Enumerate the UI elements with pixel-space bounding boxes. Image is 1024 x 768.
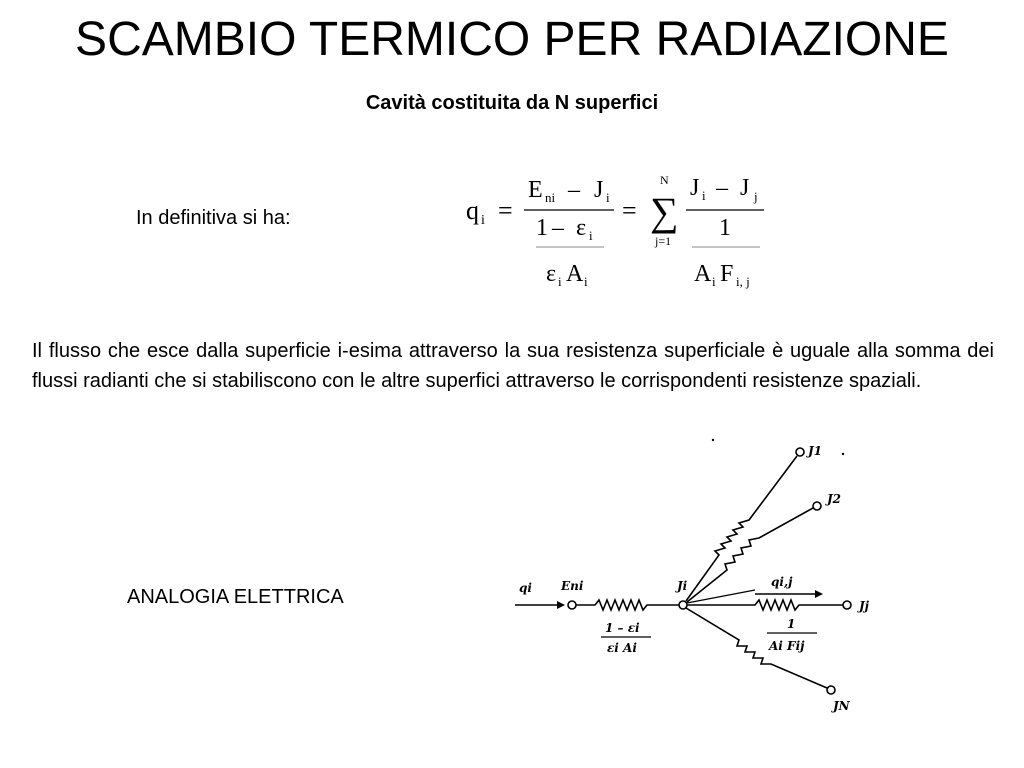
formula-num1-E-sub: ni bbox=[545, 190, 556, 205]
formula-den1-eps: ε bbox=[576, 215, 587, 241]
formula-eq-1: = bbox=[498, 196, 513, 225]
formula-num2-J2: J bbox=[740, 175, 750, 201]
intro-text: In definitiva si ha: bbox=[136, 207, 291, 229]
circuit-J-node-label: Ji bbox=[677, 579, 688, 593]
formula-sum-symbol: ∑ bbox=[650, 189, 679, 234]
formula-num2-minus: – bbox=[716, 175, 728, 201]
circuit-E-node bbox=[568, 601, 576, 609]
formula-den1-bot-A-sub: i bbox=[584, 274, 588, 289]
formula-lhs-sub: i bbox=[481, 213, 485, 228]
circuit-surface-res-num: 1 – εi bbox=[605, 621, 640, 635]
circuit-space-res-num: 1 bbox=[787, 617, 796, 631]
explanation-paragraph: Il flusso che esce dalla superficie i-esima attraverso la sua resistenza superficiale è uguale alla somma dei flussi radianti che si stabiliscono con le altre superfici attraverso le corrispondenti resistenze spaziali. bbox=[32, 340, 994, 392]
formula-num1-minus: – bbox=[568, 177, 580, 203]
electrical-analogy-diagram bbox=[505, 430, 885, 730]
formula-num2-J2-sub: j bbox=[754, 189, 758, 204]
circuit-node-JN bbox=[827, 686, 835, 694]
formula-den2-bot-A: A bbox=[694, 261, 712, 287]
circuit-E-node-label: Eni bbox=[561, 579, 584, 593]
slide-title: SCAMBIO TERMICO PER RADIAZIONE bbox=[75, 13, 949, 66]
circuit-J-node bbox=[679, 601, 687, 609]
circuit-dot-2 bbox=[842, 453, 844, 455]
formula-num1-J-sub: i bbox=[606, 190, 610, 205]
formula-sum-upper: N bbox=[660, 173, 669, 187]
circuit-branch-JN bbox=[686, 608, 827, 688]
formula-num1-J: J bbox=[594, 177, 604, 203]
formula-den1-bot-eps-sub: i bbox=[558, 274, 562, 289]
formula-eq-2: = bbox=[622, 196, 637, 225]
formula-den2-bot-A-sub: i bbox=[712, 274, 716, 289]
circuit-label-J1: J1 bbox=[808, 444, 823, 458]
circuit-q-branch-arrowhead bbox=[815, 590, 823, 598]
circuit-node-J2 bbox=[813, 502, 821, 510]
circuit-surface-resistor bbox=[576, 600, 680, 610]
analogy-label: ANALOGIA ELETTRICA bbox=[127, 586, 344, 608]
circuit-q-in-label: qi bbox=[519, 581, 532, 595]
circuit-q-branch-label: qi,j bbox=[771, 575, 793, 589]
circuit-space-res-den: Ai Fij bbox=[769, 639, 805, 653]
circuit-label-JN: JN bbox=[833, 699, 850, 713]
formula-den1-bot-eps: ε bbox=[546, 261, 557, 287]
circuit-q-in-arrowhead bbox=[557, 601, 565, 609]
formula-den2-one: 1 bbox=[719, 215, 731, 241]
circuit-surface-res-den: εi Ai bbox=[607, 641, 637, 655]
slide-subtitle: Cavità costituita da N superfici bbox=[365, 92, 659, 114]
formula-den2-bot-F-sub: i, j bbox=[736, 274, 750, 289]
formula-den1-eps-sub: i bbox=[589, 228, 593, 243]
formula-den2-bot-F: F bbox=[720, 261, 734, 287]
circuit-label-J2: J2 bbox=[827, 492, 842, 506]
formula-den1-bot-A: A bbox=[566, 261, 584, 287]
radiation-formula bbox=[458, 165, 778, 295]
circuit-branch-Jj bbox=[687, 600, 843, 610]
circuit-node-Jj bbox=[843, 601, 851, 609]
circuit-fan-line bbox=[687, 590, 755, 603]
circuit-node-J1 bbox=[796, 448, 804, 456]
formula-den1-one: 1 bbox=[536, 215, 548, 241]
circuit-branch-J2 bbox=[687, 508, 813, 602]
formula-num1-E: E bbox=[528, 177, 543, 203]
formula-sum-lower: j=1 bbox=[655, 234, 672, 248]
formula-lhs: q bbox=[466, 196, 479, 225]
circuit-dot-1 bbox=[712, 439, 714, 441]
formula-num2-J1: J bbox=[690, 175, 700, 201]
formula-num2-J1-sub: i bbox=[702, 188, 706, 203]
formula-den1-minus: – bbox=[552, 215, 564, 241]
circuit-label-Jj: Jj bbox=[859, 599, 870, 613]
